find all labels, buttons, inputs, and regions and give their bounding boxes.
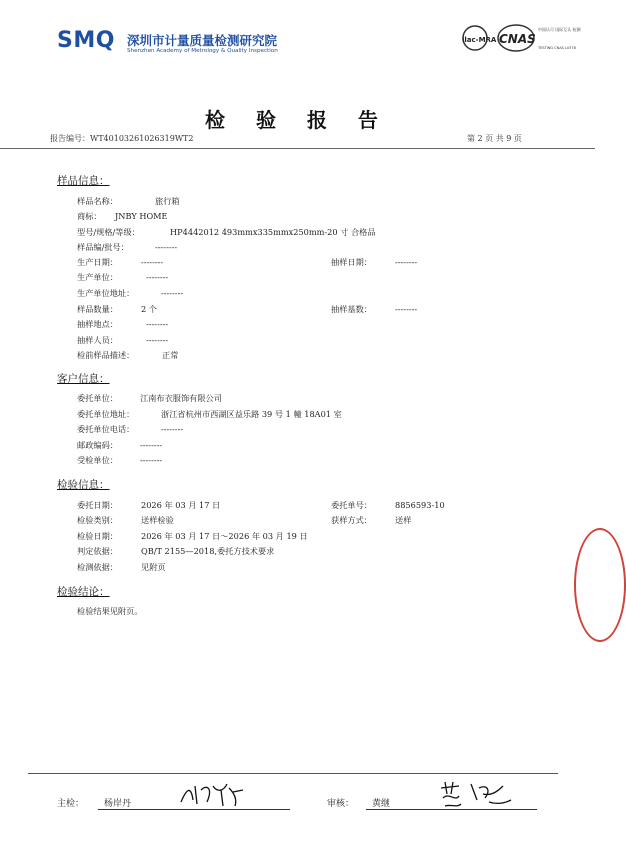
label: 生产单位：	[77, 272, 118, 282]
value: 见附页	[141, 562, 166, 572]
qty-row	[77, 304, 157, 315]
client-phone-row	[77, 424, 184, 435]
value: 浙江省杭州市西湖区益乐路 39 号 1 幢 18A01 室	[161, 409, 342, 419]
producer-row	[77, 272, 169, 283]
value: --------	[146, 335, 169, 345]
value: --------	[140, 455, 163, 465]
signature-icon	[177, 780, 247, 810]
value: --------	[155, 242, 178, 252]
label: 商标：	[77, 211, 102, 221]
label: 检验日期：	[77, 531, 118, 541]
method-row	[331, 515, 412, 526]
label: 委托单位：	[77, 393, 118, 403]
value: HP4442012 493mmx335mmx250mm-20 寸 合格品	[170, 227, 376, 237]
sample-date-row	[331, 257, 418, 268]
header-divider	[0, 148, 595, 149]
inspection-heading: 检验信息：	[57, 479, 110, 491]
person-row	[77, 335, 169, 346]
value: --------	[161, 288, 184, 298]
seal-stamp-icon	[574, 528, 626, 642]
value: 2026 年 03 月 17 日	[141, 500, 221, 510]
desc-row	[77, 350, 179, 361]
label: 抽样基数：	[331, 304, 372, 314]
producer-addr-row	[77, 288, 184, 299]
value: --------	[141, 257, 164, 267]
signature-icon	[437, 778, 517, 810]
label: 样品编/批号：	[77, 242, 129, 252]
report-number-value: WT40103261026319WT2	[90, 134, 194, 143]
sample-batch-row	[77, 242, 178, 253]
inspector-line	[98, 809, 290, 810]
place-row	[77, 319, 169, 330]
smq-logo	[57, 28, 115, 53]
value: --------	[161, 424, 184, 434]
inspector-label: 主检：	[57, 799, 85, 809]
client-post-row	[77, 440, 163, 451]
accreditation-logos	[458, 22, 581, 62]
sample-heading: 样品信息：	[57, 175, 110, 187]
value: QB/T 2155—2018,委托方技术要求	[141, 546, 275, 556]
conclusion-text: 检验结果见附页。	[77, 606, 143, 616]
label: 委托单位地址：	[77, 409, 135, 419]
report-title: 检 验 报 告	[205, 108, 390, 132]
cnas-small-en: TESTING CNAS L0378	[538, 46, 576, 50]
label: 型号/规格/等级：	[77, 227, 140, 237]
label: 样品名称：	[77, 196, 118, 206]
ilac-label: ilac-MRA	[462, 36, 497, 44]
type-row	[77, 515, 174, 526]
value: 2026 年 03 月 17 日～2026 年 03 月 19 日	[141, 531, 308, 541]
base-row	[331, 304, 418, 315]
label: 检测依据：	[77, 562, 118, 572]
label: 抽样地点：	[77, 319, 118, 329]
label: 判定依据：	[77, 546, 118, 556]
prod-date-row	[77, 257, 164, 268]
value: 送样	[395, 515, 412, 525]
client-addr-row	[77, 409, 342, 420]
label: 邮政编码：	[77, 440, 118, 450]
report-number-label: 报告编号：	[50, 134, 90, 143]
report-number	[50, 133, 193, 144]
cnas-small-cn: 中国认可 国际互认 检测	[538, 27, 581, 32]
value: 送样检验	[141, 515, 174, 525]
label: 获样方式：	[331, 515, 372, 525]
conclusion-heading: 检验结论：	[57, 586, 110, 598]
org-name-en: Shenzhen Academy of Metrology & Quality Inspection	[127, 48, 278, 54]
reviewer-name: 黄继	[372, 799, 391, 809]
value: --------	[146, 272, 169, 282]
reviewer-label: 审核：	[327, 799, 355, 809]
value: 旅行箱	[155, 196, 180, 206]
footer-divider	[28, 773, 558, 774]
sample-model-row	[77, 227, 376, 238]
value: JNBY HOME	[115, 211, 168, 221]
ilac-cnas-icon	[458, 22, 581, 62]
order-row	[331, 500, 445, 511]
page-indicator: 第 2 页 共 9 页	[467, 134, 522, 143]
label: 检验类别：	[77, 515, 118, 525]
brand-text: SMQ	[57, 28, 115, 53]
value: --------	[395, 257, 418, 267]
value: 2 个	[141, 304, 157, 314]
label: 抽样日期：	[331, 257, 372, 267]
value: 江南布衣服饰有限公司	[140, 393, 222, 403]
label: 受检单位：	[77, 455, 118, 465]
basis-row	[77, 546, 275, 557]
label: 委托单位电话：	[77, 424, 135, 434]
reviewer-line	[366, 809, 537, 810]
label: 生产单位地址：	[77, 288, 135, 298]
value: 8856593-10	[395, 500, 445, 510]
label: 委托单号：	[331, 500, 372, 510]
value: --------	[395, 304, 418, 314]
client-inspected-row	[77, 455, 163, 466]
inspector-name: 杨岸丹	[104, 799, 132, 809]
label: 检前样品描述：	[77, 350, 135, 360]
label: 抽样人员：	[77, 335, 118, 345]
sample-name-row	[77, 196, 180, 207]
period-row	[77, 531, 308, 542]
cnas-label: CNAS	[499, 32, 536, 46]
label: 样品数量：	[77, 304, 118, 314]
label: 委托日期：	[77, 500, 118, 510]
test-basis-row	[77, 562, 166, 573]
org-name-cn: 深圳市计量质量检测研究院	[127, 33, 278, 48]
client-heading: 客户信息：	[57, 373, 110, 385]
commission-date-row	[77, 500, 221, 511]
client-unit-row	[77, 393, 222, 404]
value: --------	[140, 440, 163, 450]
value: 正常	[162, 350, 179, 360]
value: --------	[146, 319, 169, 329]
label: 生产日期：	[77, 257, 118, 267]
sample-brand-row	[77, 211, 168, 222]
